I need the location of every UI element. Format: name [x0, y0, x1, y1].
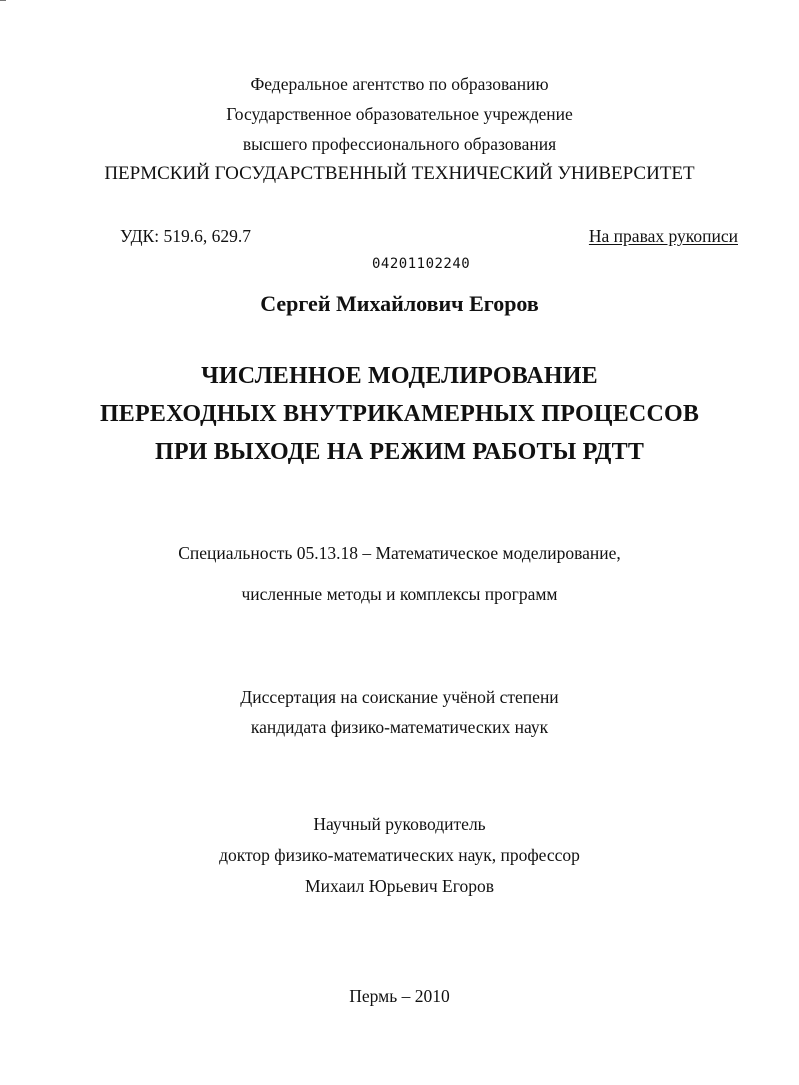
advisor-title: доктор физико-математических наук, профессор — [219, 845, 580, 865]
degree-line-1: Диссертация на соискание учёной степени — [240, 687, 559, 707]
place-year: Пермь – 2010 — [349, 986, 450, 1006]
agency-line: Федеральное агентство по образованию — [250, 74, 549, 94]
title-line-2: ПЕРЕХОДНЫХ ВНУТРИКАМЕРНЫХ ПРОЦЕССОВ — [99, 401, 700, 427]
corner-mark — [0, 0, 6, 1]
registration-stamp: 04201102240 — [372, 256, 471, 272]
advisor-label: Научный руководитель — [313, 814, 486, 834]
education-level-line: высшего профессионального образования — [242, 134, 557, 154]
specialty-line-1: Специальность 05.13.18 – Математическое моделирование, — [178, 543, 621, 563]
university-name: ПЕРМСКИЙ ГОСУДАРСТВЕННЫЙ ТЕХНИЧЕСКИЙ УНИВЕРСИТЕТ — [104, 163, 695, 184]
specialty-line-2: численные методы и комплексы программ — [241, 584, 558, 604]
advisor-name: Михаил Юрьевич Егоров — [305, 876, 494, 896]
title-line-3: ПРИ ВЫХОДЕ НА РЕЖИМ РАБОТЫ РДТТ — [154, 439, 645, 465]
udk-code: УДК: 519.6, 629.7 — [120, 226, 251, 246]
institution-type-line: Государственное образовательное учреждение — [226, 104, 573, 124]
manuscript-rights: На правах рукописи — [588, 226, 738, 246]
degree-line-2: кандидата физико-математических наук — [250, 717, 549, 737]
title-line-1: ЧИСЛЕННОЕ МОДЕЛИРОВАНИЕ — [201, 363, 598, 389]
author-name: Сергей Михайлович Егоров — [260, 291, 539, 316]
